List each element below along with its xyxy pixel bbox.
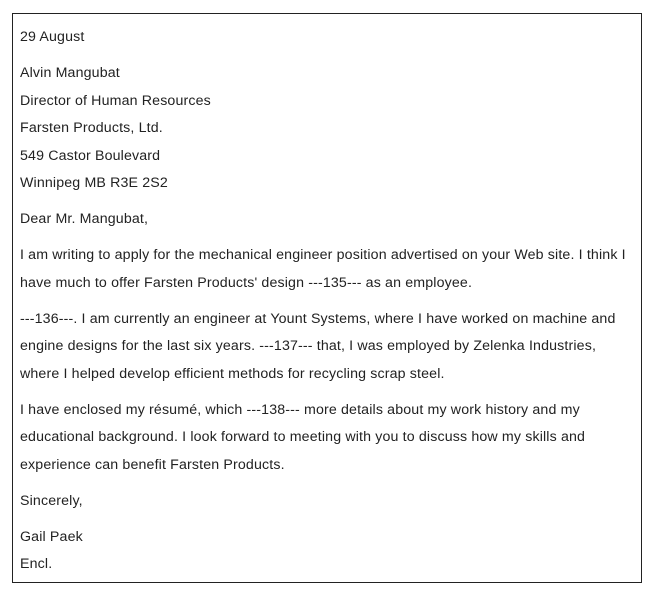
recipient-name: Alvin Mangubat [20, 65, 120, 81]
body-paragraph-1: I am writing to apply for the mechanical engineer position advertised on your Web site. I think I have much to offer Farsten Products' design ---135--- as an employee. [20, 247, 626, 291]
salutation: Dear Mr. Mangubat, [20, 211, 149, 227]
body-paragraph-2: ---136---. I am currently an engineer at Yount Systems, where I have worked on machine and engine designs for the last six years. ---137--- that, I was employed by Zelenka Industries, where I helped develop efficient methods for recycling scrap steel. [20, 310, 616, 382]
recipient-address-block [20, 60, 641, 198]
letter-date: 29 August [20, 29, 85, 45]
body-paragraph-3: I have enclosed my résumé, which ---138--- more details about my work history and my educational background. I look forward to meeting with you to discuss how my skills and experience can benefit Farsten Products. [20, 401, 586, 473]
recipient-title: Director of Human Resources [20, 92, 211, 109]
recipient-company: Farsten Products, Ltd. [20, 120, 163, 136]
recipient-city: Winnipeg MB R3E 2S2 [20, 175, 168, 191]
closing: Sincerely, [20, 492, 83, 509]
enclosure-note: Encl. [20, 556, 53, 572]
recipient-street: 549 Castor Boulevard [20, 147, 161, 164]
letter-document [12, 13, 642, 583]
signature-name: Gail Paek [20, 528, 83, 545]
